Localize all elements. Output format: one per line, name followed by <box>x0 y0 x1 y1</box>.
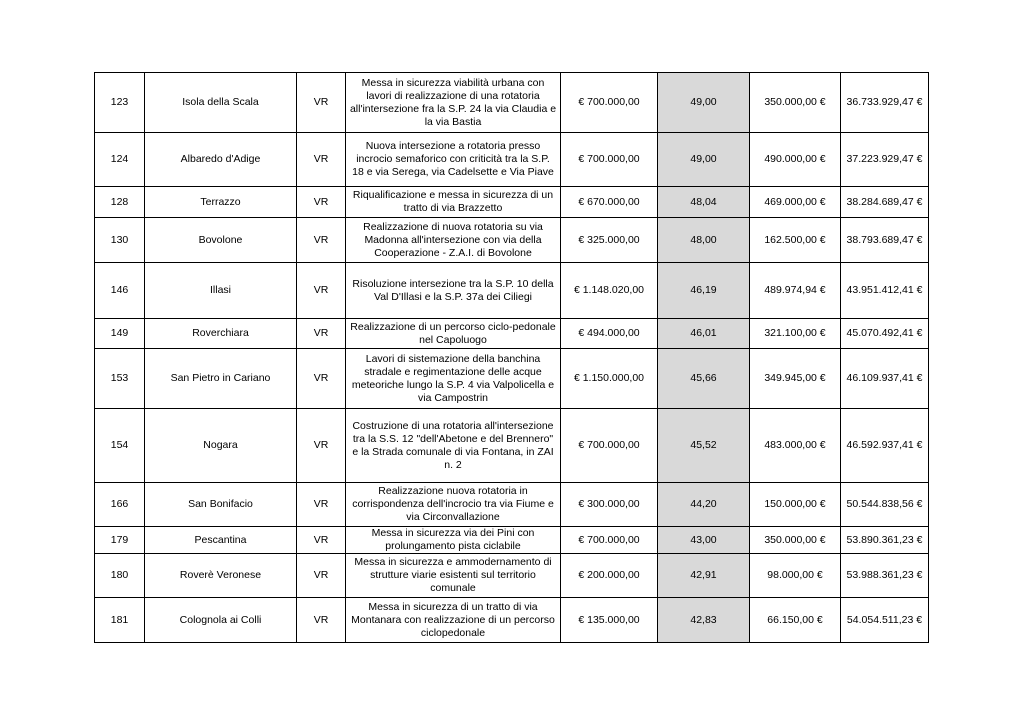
table-row <box>95 483 929 527</box>
province-cell: VR <box>297 527 346 554</box>
province-cell: VR <box>297 483 346 527</box>
municipality-cell: Colognola ai Colli <box>145 598 297 643</box>
table-row <box>95 319 929 349</box>
row-id: 128 <box>95 187 145 218</box>
contribution-cell: 98.000,00 € <box>750 554 841 598</box>
score-cell: 46,19 <box>658 263 750 319</box>
contribution-cell: 349.945,00 € <box>750 349 841 409</box>
contribution-cell: 490.000,00 € <box>750 133 841 187</box>
cumulative-cell: 54.054.511,23 € <box>841 598 929 643</box>
description-cell: Risoluzione intersezione tra la S.P. 10 della Val D'Illasi e la S.P. 37a dei Ciliegi <box>346 263 561 319</box>
score-cell: 42,83 <box>658 598 750 643</box>
amount-cell: € 200.000,00 <box>561 554 658 598</box>
province-cell: VR <box>297 349 346 409</box>
contribution-cell: 162.500,00 € <box>750 218 841 263</box>
description-cell: Riqualificazione e messa in sicurezza di un tratto di via Brazzetto <box>346 187 561 218</box>
row-id: 146 <box>95 263 145 319</box>
score-cell: 45,52 <box>658 409 750 483</box>
province-cell: VR <box>297 598 346 643</box>
province-cell: VR <box>297 73 346 133</box>
province-cell: VR <box>297 554 346 598</box>
province-cell: VR <box>297 263 346 319</box>
amount-cell: € 700.000,00 <box>561 527 658 554</box>
description-cell: Lavori di sistemazione della banchina stradale e regimentazione delle acque meteoriche lungo la S.P. 4 via Valpolicella e via Campostrin <box>346 349 561 409</box>
description-cell: Messa in sicurezza di un tratto di via Montanara con realizzazione di un percorso ciclopedonale <box>346 598 561 643</box>
amount-cell: € 1.150.000,00 <box>561 349 658 409</box>
table-row <box>95 73 929 133</box>
cumulative-cell: 38.793.689,47 € <box>841 218 929 263</box>
amount-cell: € 325.000,00 <box>561 218 658 263</box>
table-row <box>95 187 929 218</box>
municipality-cell: Nogara <box>145 409 297 483</box>
score-cell: 46,01 <box>658 319 750 349</box>
score-cell: 48,00 <box>658 218 750 263</box>
contribution-cell: 489.974,94 € <box>750 263 841 319</box>
table-row <box>95 218 929 263</box>
amount-cell: € 700.000,00 <box>561 73 658 133</box>
description-cell: Messa in sicurezza via dei Pini con prolungamento pista ciclabile <box>346 527 561 554</box>
municipality-cell: Albaredo d'Adige <box>145 133 297 187</box>
row-id: 181 <box>95 598 145 643</box>
cumulative-cell: 38.284.689,47 € <box>841 187 929 218</box>
province-cell: VR <box>297 218 346 263</box>
cumulative-cell: 50.544.838,56 € <box>841 483 929 527</box>
contribution-cell: 483.000,00 € <box>750 409 841 483</box>
row-id: 149 <box>95 319 145 349</box>
table-row <box>95 554 929 598</box>
row-id: 124 <box>95 133 145 187</box>
municipality-cell: Terrazzo <box>145 187 297 218</box>
table-row <box>95 133 929 187</box>
cumulative-cell: 36.733.929,47 € <box>841 73 929 133</box>
table-row <box>95 409 929 483</box>
cumulative-cell: 53.890.361,23 € <box>841 527 929 554</box>
description-cell: Messa in sicurezza e ammodernamento di strutture viarie esistenti sul territorio comunale <box>346 554 561 598</box>
table-row <box>95 527 929 554</box>
municipality-cell: Roverchiara <box>145 319 297 349</box>
municipality-cell: Bovolone <box>145 218 297 263</box>
amount-cell: € 700.000,00 <box>561 133 658 187</box>
municipality-cell: San Pietro in Cariano <box>145 349 297 409</box>
cumulative-cell: 53.988.361,23 € <box>841 554 929 598</box>
projects-table <box>94 72 929 643</box>
contribution-cell: 350.000,00 € <box>750 527 841 554</box>
municipality-cell: Roverè Veronese <box>145 554 297 598</box>
contribution-cell: 350.000,00 € <box>750 73 841 133</box>
row-id: 180 <box>95 554 145 598</box>
province-cell: VR <box>297 319 346 349</box>
amount-cell: € 494.000,00 <box>561 319 658 349</box>
cumulative-cell: 46.109.937,41 € <box>841 349 929 409</box>
row-id: 179 <box>95 527 145 554</box>
score-cell: 42,91 <box>658 554 750 598</box>
description-cell: Costruzione di una rotatoria all'intersezione tra la S.S. 12 "dell'Abetone e del Brennero" e la Strada comunale di via Fontana, in ZAI n. 2 <box>346 409 561 483</box>
row-id: 154 <box>95 409 145 483</box>
description-cell: Realizzazione di un percorso ciclo-pedonale nel Capoluogo <box>346 319 561 349</box>
cumulative-cell: 43.951.412,41 € <box>841 263 929 319</box>
province-cell: VR <box>297 133 346 187</box>
cumulative-cell: 37.223.929,47 € <box>841 133 929 187</box>
amount-cell: € 300.000,00 <box>561 483 658 527</box>
amount-cell: € 1.148.020,00 <box>561 263 658 319</box>
row-id: 123 <box>95 73 145 133</box>
table-row <box>95 349 929 409</box>
municipality-cell: Illasi <box>145 263 297 319</box>
contribution-cell: 321.100,00 € <box>750 319 841 349</box>
score-cell: 49,00 <box>658 73 750 133</box>
score-cell: 48,04 <box>658 187 750 218</box>
province-cell: VR <box>297 187 346 218</box>
description-cell: Realizzazione nuova rotatoria in corrispondenza dell'incrocio tra via Fiume e via Circonvallazione <box>346 483 561 527</box>
row-id: 153 <box>95 349 145 409</box>
amount-cell: € 135.000,00 <box>561 598 658 643</box>
row-id: 130 <box>95 218 145 263</box>
table-row <box>95 598 929 643</box>
cumulative-cell: 46.592.937,41 € <box>841 409 929 483</box>
contribution-cell: 150.000,00 € <box>750 483 841 527</box>
score-cell: 49,00 <box>658 133 750 187</box>
amount-cell: € 670.000,00 <box>561 187 658 218</box>
row-id: 166 <box>95 483 145 527</box>
contribution-cell: 66.150,00 € <box>750 598 841 643</box>
municipality-cell: San Bonifacio <box>145 483 297 527</box>
description-cell: Messa in sicurezza viabilità urbana con lavori di realizzazione di una rotatoria all'intersezione fra la S.P. 24 la via Claudia e la via Bastia <box>346 73 561 133</box>
score-cell: 43,00 <box>658 527 750 554</box>
table-row <box>95 263 929 319</box>
municipality-cell: Isola della Scala <box>145 73 297 133</box>
cumulative-cell: 45.070.492,41 € <box>841 319 929 349</box>
description-cell: Nuova intersezione a rotatoria presso incrocio semaforico con criticità tra la S.P. 18 e via Serega, via Cadelsette e Via Piave <box>346 133 561 187</box>
score-cell: 45,66 <box>658 349 750 409</box>
contribution-cell: 469.000,00 € <box>750 187 841 218</box>
amount-cell: € 700.000,00 <box>561 409 658 483</box>
municipality-cell: Pescantina <box>145 527 297 554</box>
province-cell: VR <box>297 409 346 483</box>
description-cell: Realizzazione di nuova rotatoria su via Madonna all'intersezione con via della Cooperazione - Z.A.I. di Bovolone <box>346 218 561 263</box>
score-cell: 44,20 <box>658 483 750 527</box>
